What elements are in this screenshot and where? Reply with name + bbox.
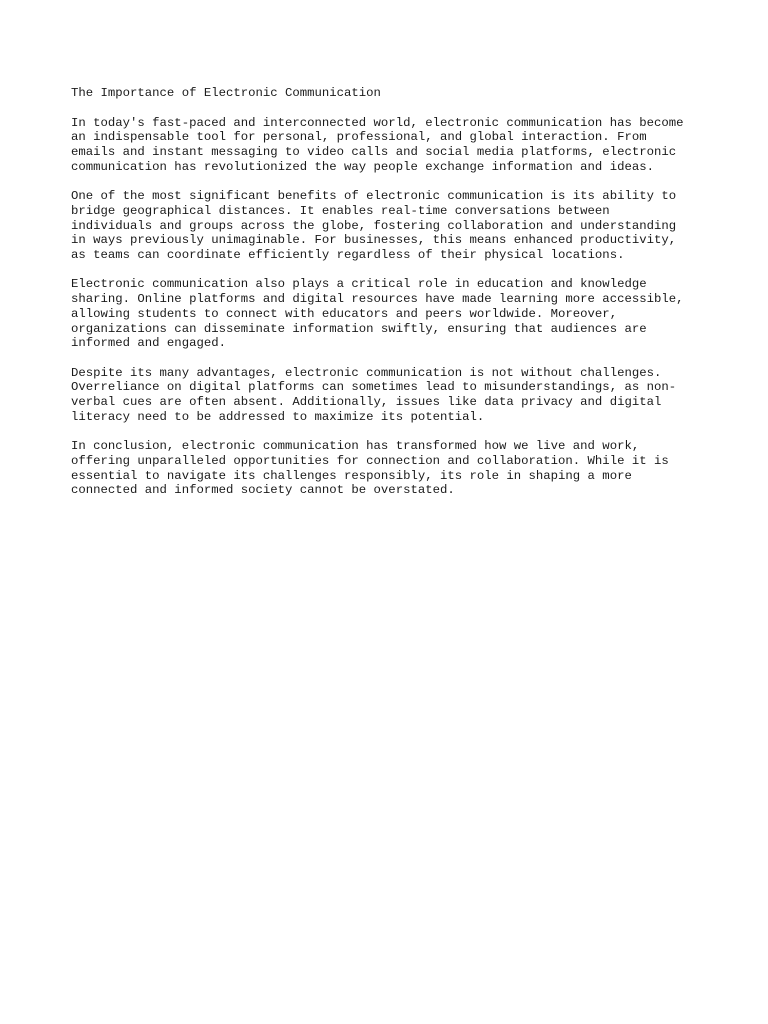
text-line: bridge geographical distances. It enables real-time conversations between — [71, 203, 610, 218]
paragraph — [71, 366, 711, 425]
document-title: The Importance of Electronic Communication — [71, 86, 381, 100]
text-line: individuals and groups across the globe, fostering collaboration and understanding — [71, 218, 677, 233]
text-line: literacy need to be addressed to maximize its potential. — [71, 409, 485, 424]
text-line: in ways previously unimaginable. For businesses, this means enhanced productivity, — [71, 233, 677, 248]
text-line: offering unparalleled opportunities for connection and collaboration. While it is — [71, 453, 669, 468]
paragraph — [71, 439, 711, 498]
document-page — [71, 86, 711, 513]
text-line: organizations can disseminate information swiftly, ensuring that audiences are — [71, 321, 647, 336]
text-line: an indispensable tool for personal, professional, and global interaction. From — [71, 130, 647, 145]
text-line: In conclusion, electronic communication has transformed how we live and work, — [71, 439, 640, 454]
text-line: In today's fast-paced and interconnected world, electronic communication has become — [71, 115, 684, 130]
text-line: sharing. Online platforms and digital resources have made learning more accessible, — [71, 292, 684, 307]
paragraph — [71, 189, 711, 263]
text-line: connected and informed society cannot be overstated. — [71, 483, 455, 498]
text-line: emails and instant messaging to video calls and social media platforms, electronic — [71, 145, 677, 160]
text-line: communication has revolutionized the way people exchange information and ideas. — [71, 159, 654, 174]
text-line: Electronic communication also plays a critical role in education and knowledge — [71, 277, 647, 292]
paragraph — [71, 116, 711, 175]
text-line: Despite its many advantages, electronic communication is not without challenges. — [71, 365, 662, 380]
text-line: verbal cues are often absent. Additionally, issues like data privacy and digital — [71, 395, 662, 410]
text-line: essential to navigate its challenges responsibly, its role in shaping a more — [71, 468, 632, 483]
text-line: informed and engaged. — [71, 336, 226, 351]
text-line: Overreliance on digital platforms can sometimes lead to misunderstandings, as non- — [71, 380, 677, 395]
text-line: allowing students to connect with educators and peers worldwide. Moreover, — [71, 306, 618, 321]
text-line: One of the most significant benefits of electronic communication is its ability to — [71, 189, 677, 204]
text-line: as teams can coordinate efficiently regardless of their physical locations. — [71, 248, 625, 263]
paragraph — [71, 277, 711, 351]
document-body — [71, 116, 711, 498]
